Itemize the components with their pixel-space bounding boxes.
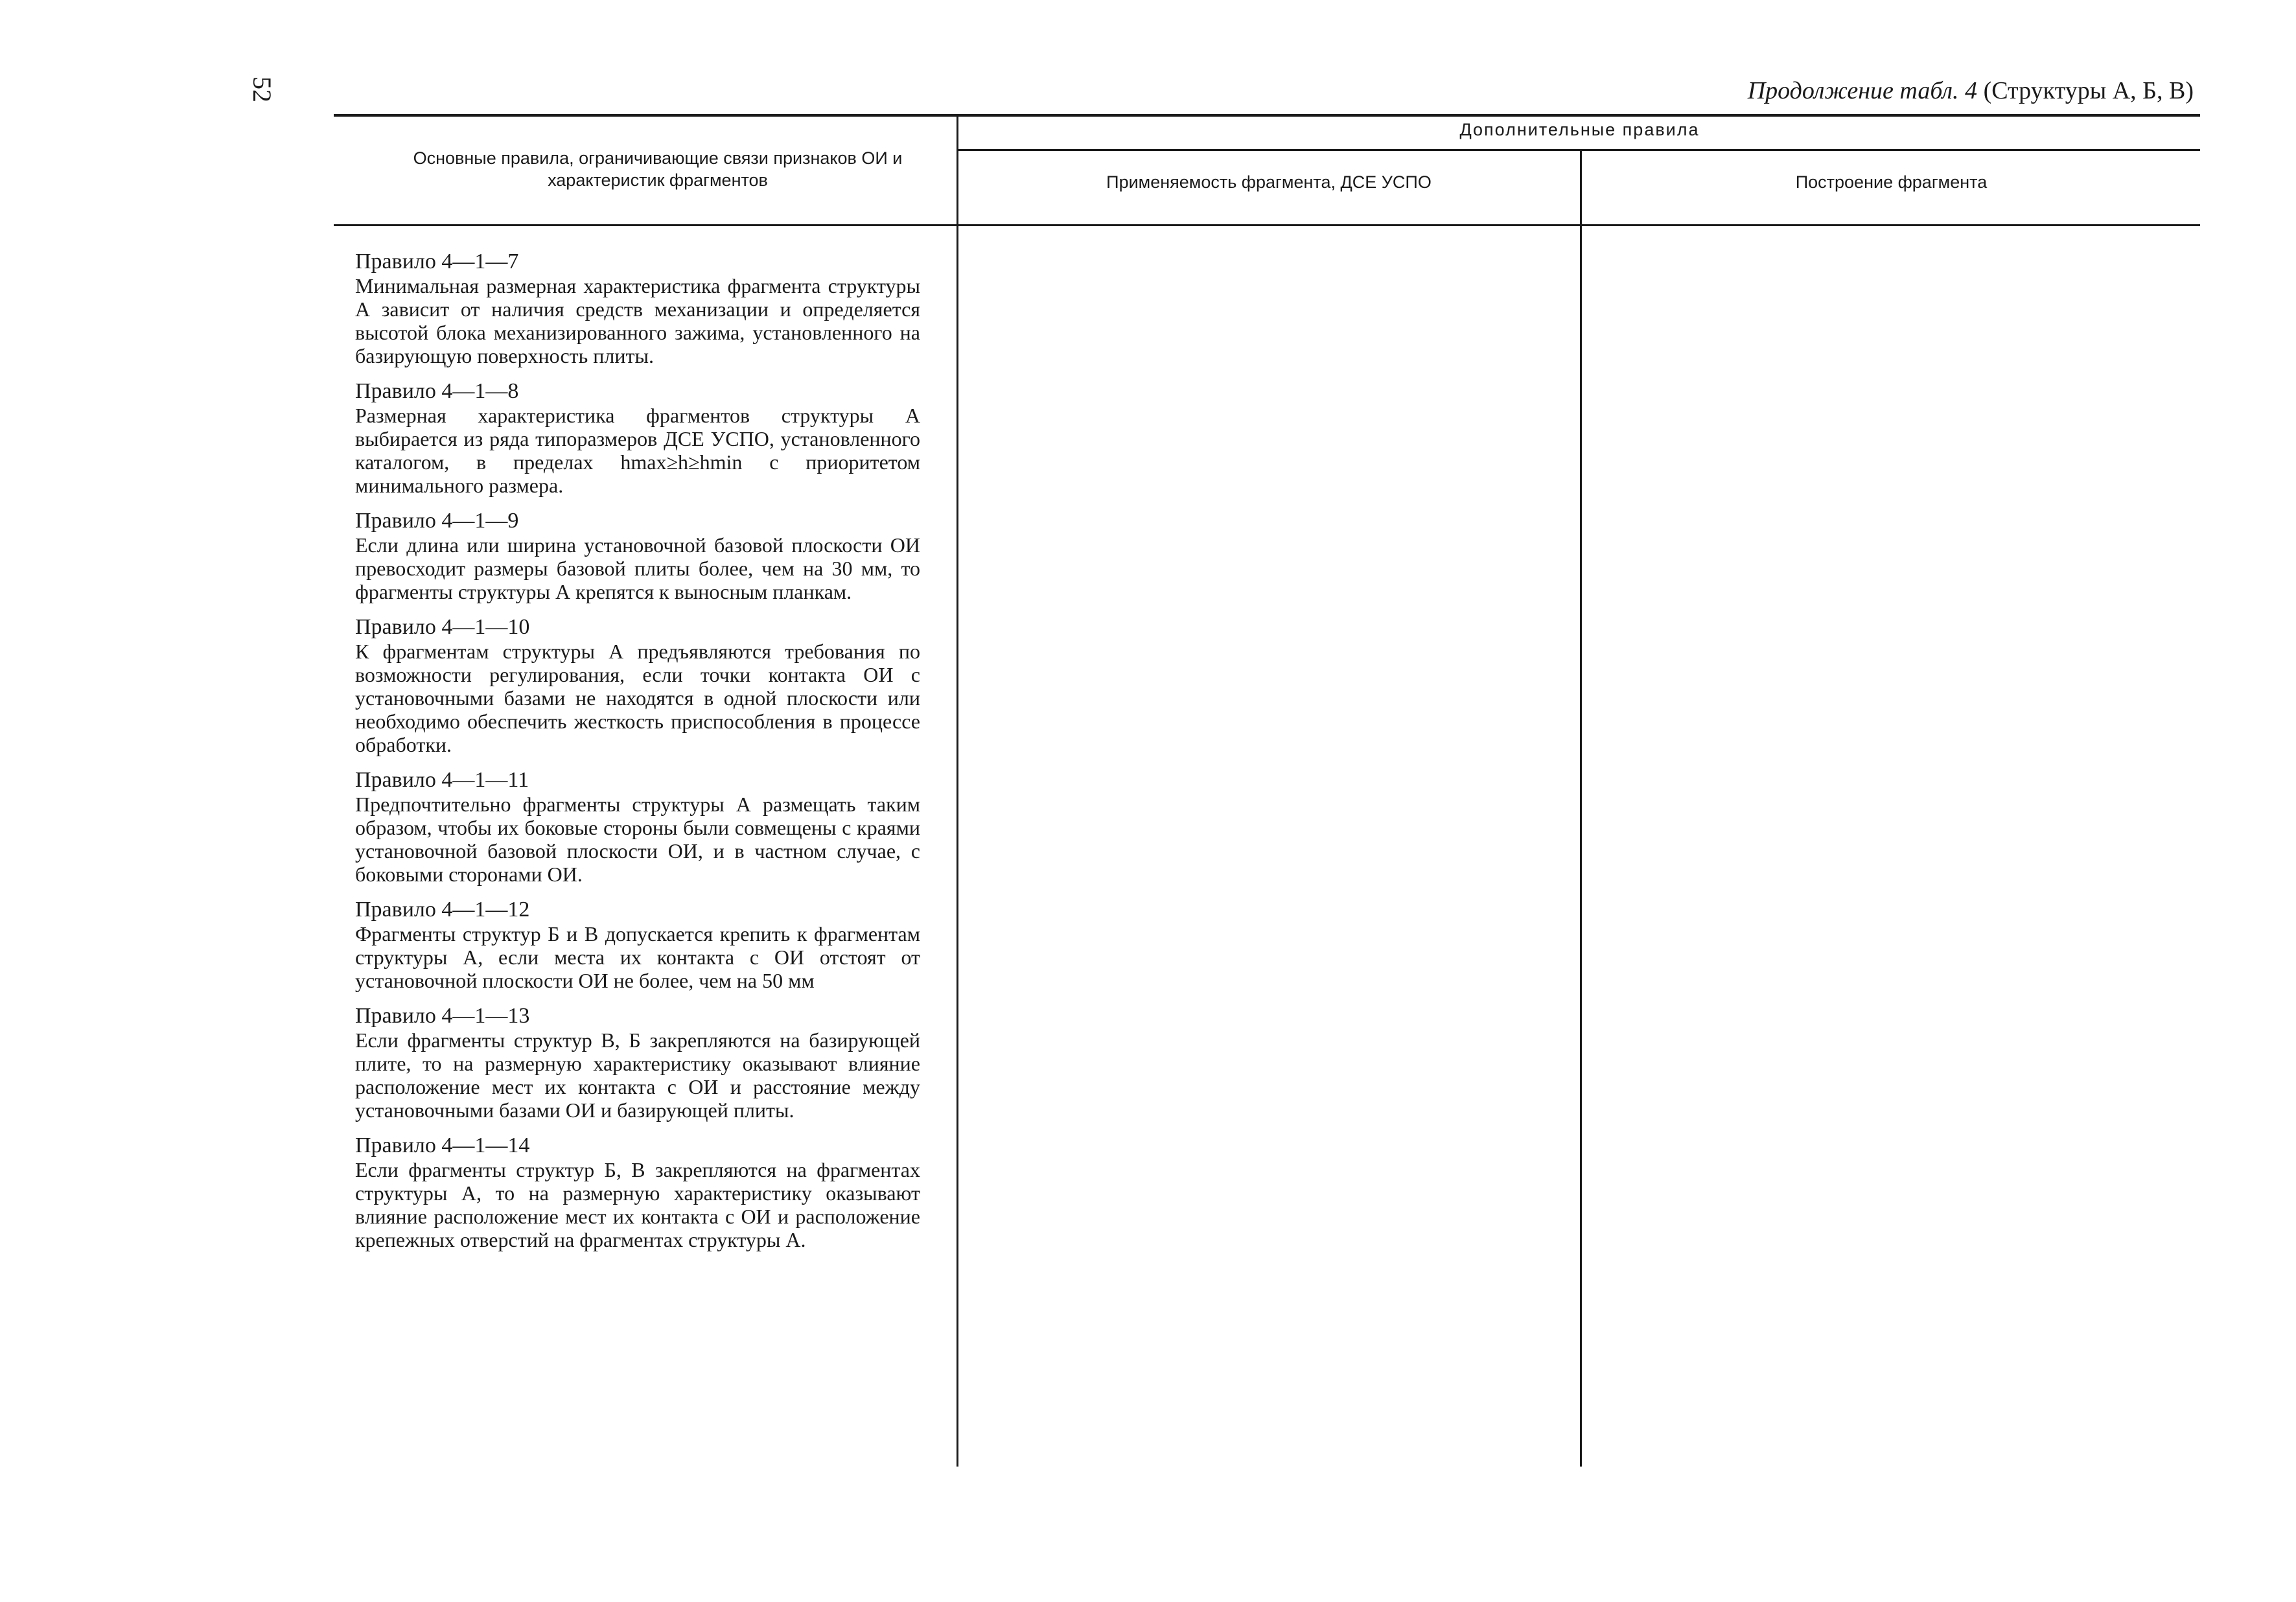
rule-item [355, 1004, 920, 1122]
rule-item [355, 509, 920, 603]
rule-title: Правило 4—1—8 [355, 379, 519, 403]
rule-text: Предпочтительно фрагменты структуры А размещать таким образом, чтобы их боковые стороны были совмещены с краями установочной базовой плоскости ОИ, и в частном случае, с боковыми сторонами ОИ. [355, 793, 920, 886]
rules-list [355, 250, 920, 1263]
caption-italic: Продолжение табл. 4 [1747, 77, 1978, 104]
table-caption [1748, 76, 2194, 105]
column-divider-1 [957, 115, 958, 1467]
column-header-main-rules: Основные правила, ограничивающие связи признаков ОИ и характеристик фрагментов [413, 148, 903, 190]
rule-title: Правило 4—1—12 [355, 898, 530, 922]
rule-title: Правило 4—1—10 [355, 615, 530, 639]
rule-title: Правило 4—1—7 [355, 250, 519, 273]
header-bottom-rule [334, 224, 2200, 226]
rule-text: К фрагментам структуры А предъявляются требования по возможности регулирования, если точки контакта ОИ с установочными базами не находятся в одной плоскости или необходимо обеспечить жесткость приспособления в процессе обработки. [355, 640, 920, 756]
rule-item [355, 250, 920, 367]
rule-text: Если фрагменты структур Б, В закрепляются на фрагментах структуры А, то на размерную характеристику оказывают влияние расположение мест их контакта с ОИ и расположение крепежных отверстий на фрагментах структуры А. [355, 1158, 920, 1251]
rule-text: Если длина или ширина установочной базовой плоскости ОИ превосходит размеры базовой плиты более, чем на 30 мм, то фрагменты структуры А крепятся к выносным планкам. [355, 533, 920, 603]
rule-item [355, 1133, 920, 1251]
rule-text: Минимальная размерная характеристика фрагмента структуры А зависит от наличия средств механизации и определяется высотой блока механизированного зажима, установленного на базирующую поверхность плиты. [355, 274, 920, 367]
column-header-construction: Построение фрагмента [1795, 172, 1988, 192]
group-header-rule [958, 149, 2200, 151]
caption-structures: (Структуры А, Б, В) [1977, 77, 2194, 104]
rule-title: Правило 4—1—13 [355, 1004, 530, 1028]
page-number: 52 [248, 76, 277, 102]
rule-item [355, 768, 920, 886]
rule-item [355, 615, 920, 756]
rule-text: Размерная характеристика фрагментов структуры А выбирается из ряда типоразмеров ДСЕ УСПО, установленного каталогом, в пределах hmax≥h≥hmin с приоритетом минимального размера. [355, 404, 920, 497]
rule-title: Правило 4—1—11 [355, 768, 529, 792]
table-top-rule [334, 114, 2200, 117]
rule-item [355, 898, 920, 992]
column-divider-2 [1580, 150, 1582, 1467]
rule-title: Правило 4—1—14 [355, 1133, 530, 1157]
rule-text: Если фрагменты структур В, Б закрепляются на базирующей плите, то на размерную характеристику оказывают влияние расположение мест их контакта с ОИ и расстояние между установочными базами ОИ и базирующей плиты. [355, 1028, 920, 1122]
rule-title: Правило 4—1—9 [355, 509, 519, 533]
column-group-header-additional-rules: Дополнительные правила [1459, 120, 1700, 139]
rule-text: Фрагменты структур Б и В допускается крепить к фрагментам структуры А, если места их контакта с ОИ отстоят от установочной плоскости ОИ не более, чем на 50 мм [355, 922, 920, 992]
rule-item [355, 379, 920, 497]
column-header-applicability: Применяемость фрагмента, ДСЕ УСПО [1106, 172, 1432, 192]
